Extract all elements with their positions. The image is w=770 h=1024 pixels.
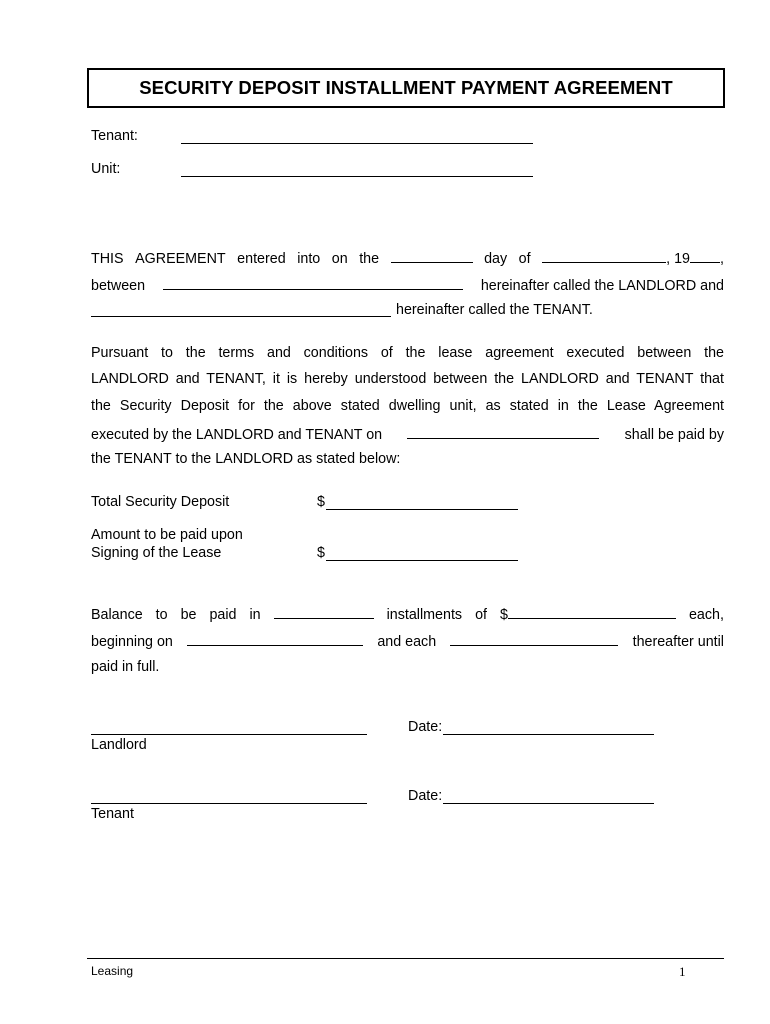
unit-label: Unit:	[91, 161, 121, 177]
word: of	[475, 607, 488, 623]
year-prefix: , 19	[666, 251, 690, 267]
signing-label-2: Signing of the Lease	[91, 545, 222, 561]
word: THIS	[91, 251, 124, 267]
and-each-label: and each	[377, 634, 437, 650]
pursuant-line-1-text: Pursuant to the terms and conditions of the lease agreement executed between the	[91, 345, 724, 361]
landlord-clause: hereinafter called the LANDLORD and	[480, 278, 724, 294]
pursuant-line-3-text: the Security Deposit for the above stated dwelling unit, as stated in the Lease Agreement	[91, 398, 724, 414]
agreement-line-2	[91, 277, 724, 293]
word: between	[91, 278, 146, 294]
lease-date-field[interactable]	[407, 426, 599, 439]
page-number: 1	[679, 964, 686, 979]
word: entered	[237, 251, 286, 267]
pursuant-line-2-text: LANDLORD and TENANT, it is hereby understood between the LANDLORD and TENANT that	[91, 371, 724, 387]
beginning-date-field[interactable]	[187, 633, 363, 646]
pursuant-line-4	[91, 426, 724, 442]
landlord-name-field[interactable]	[163, 277, 463, 290]
tenant-date-field[interactable]	[443, 803, 654, 804]
word: day	[484, 251, 508, 267]
tenant-date-label: Date:	[408, 788, 443, 804]
balance-line-1	[91, 606, 724, 622]
balance-line-3: paid in full.	[91, 659, 160, 675]
total-deposit-label: Total Security Deposit	[91, 494, 230, 510]
signing-currency: $	[317, 545, 325, 561]
agreement-month-field[interactable]	[542, 250, 666, 263]
landlord-signature-field[interactable]	[91, 734, 367, 735]
word: each,	[688, 607, 724, 623]
installment-amount-field[interactable]	[508, 606, 676, 619]
signing-label-1: Amount to be paid upon	[91, 527, 243, 543]
installment-currency: $	[500, 607, 508, 623]
tenant-signature-label: Tenant	[91, 806, 134, 822]
tenant-signature-field[interactable]	[91, 803, 367, 804]
total-deposit-field[interactable]	[326, 509, 518, 510]
agreement-day-field[interactable]	[391, 250, 473, 263]
landlord-label: Landlord	[91, 737, 147, 753]
footer-rule	[87, 958, 724, 959]
unit-field[interactable]	[181, 176, 533, 177]
footer-left: Leasing	[91, 964, 134, 978]
word: the	[359, 251, 380, 267]
pursuant-line-2	[91, 372, 724, 386]
comma: ,	[719, 251, 724, 267]
pursuant-line-4-text: executed by the LANDLORD and TENANT on	[91, 427, 383, 443]
word: of	[518, 251, 531, 267]
word: on	[331, 251, 348, 267]
word: into	[297, 251, 321, 267]
word: AGREEMENT	[135, 251, 226, 267]
document-title: SECURITY DEPOSIT INSTALLMENT PAYMENT AGREEMENT	[139, 77, 673, 98]
total-currency: $	[317, 494, 325, 510]
word: be	[180, 607, 197, 623]
thereafter-label: thereafter until	[632, 634, 724, 650]
pursuant-line-3	[91, 399, 724, 413]
tenant-label: Tenant:	[91, 128, 138, 144]
tenant-clause: hereinafter called the TENANT.	[396, 302, 593, 318]
pursuant-line-4-end: shall be paid by	[624, 427, 724, 443]
tenant-field[interactable]	[181, 143, 533, 144]
installments-count-field[interactable]	[274, 606, 374, 619]
landlord-date-field[interactable]	[443, 734, 654, 735]
word: installments	[386, 607, 463, 623]
word: Balance	[91, 607, 143, 623]
beginning-on-label: beginning on	[91, 634, 173, 650]
agreement-line-1	[91, 250, 724, 266]
word: to	[155, 607, 168, 623]
signing-amount-field[interactable]	[326, 560, 518, 561]
pursuant-line-1	[91, 346, 724, 360]
tenant-name-field[interactable]	[91, 316, 391, 317]
word: in	[249, 607, 261, 623]
interval-field[interactable]	[450, 633, 618, 646]
landlord-date-label: Date:	[408, 719, 443, 735]
title-box	[87, 68, 725, 108]
pursuant-line-5: the TENANT to the LANDLORD as stated below:	[91, 451, 401, 467]
balance-line-2	[91, 633, 724, 649]
word: paid	[209, 607, 237, 623]
agreement-year-field[interactable]	[690, 250, 720, 263]
